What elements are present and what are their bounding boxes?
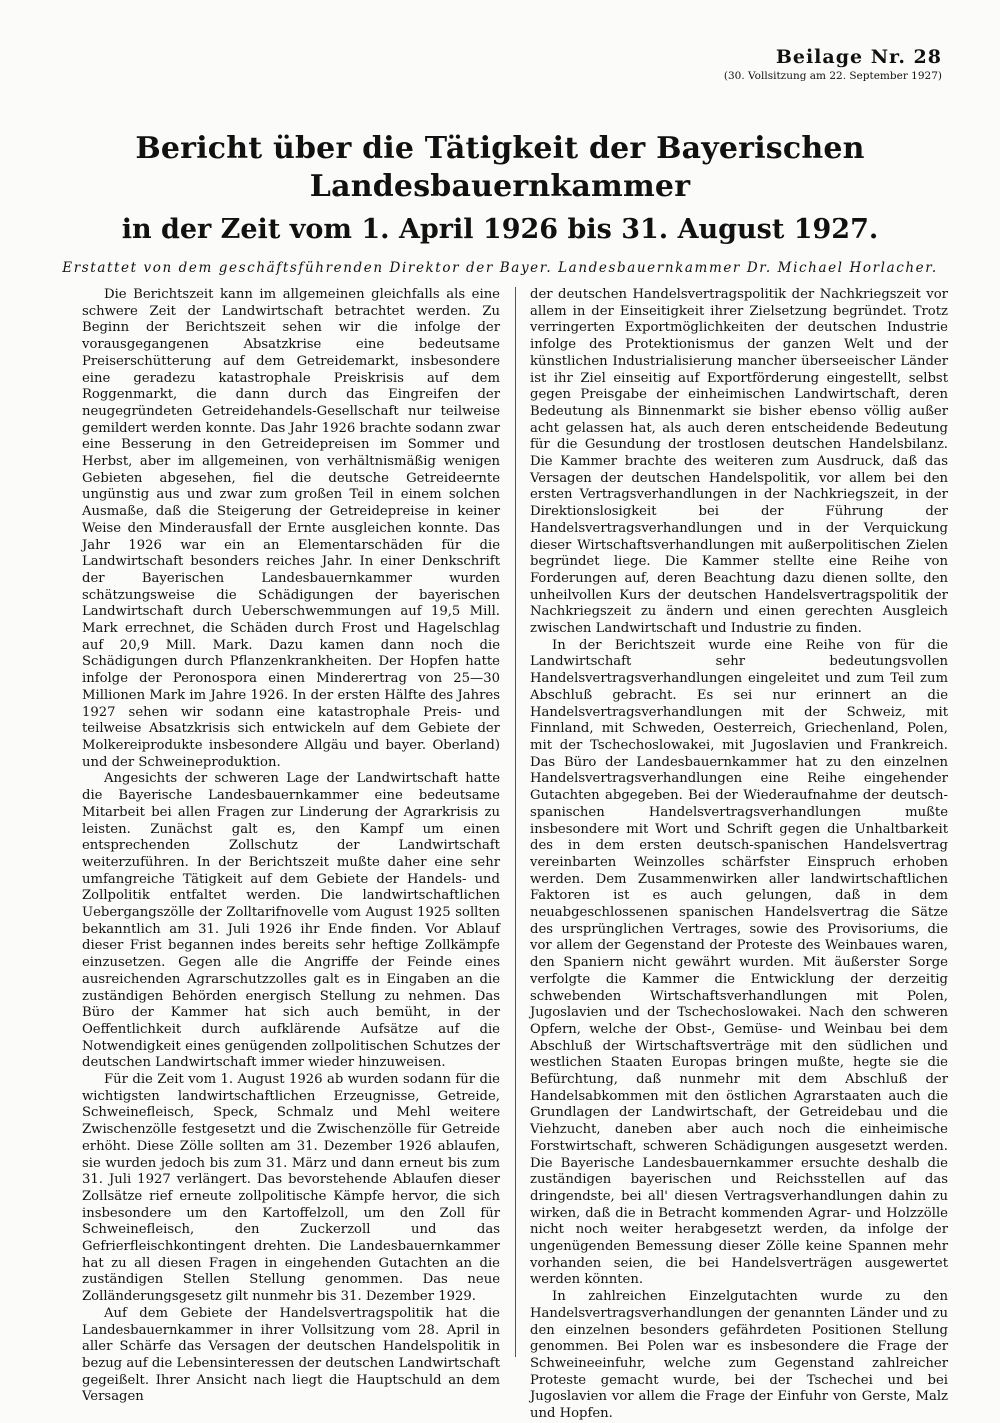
paragraph: Auf dem Gebiete der Handelsvertragspolitik hat die Landesbauernkammer in ihrer Vollsitzung vom 28. April in aller Schärfe das Versagen der deutschen Handelspolitik in bezug auf die Lebensinteressen der deutschen Landwirtschaft gegeißelt. Ihrer Ansicht nach liegt die Hauptschuld an dem Versagen <box>82 1305 500 1405</box>
left-column <box>82 287 500 1405</box>
paragraph: Für die Zeit vom 1. August 1926 ab wurden sodann für die wichtigsten landwirtschaftlichen Erzeugnisse, Getreide, Schweinefleisch, Speck, Schmalz und Mehl weitere Zwischenzölle festgesetzt und die Zwischenzölle für Getreide erhöht. Diese Zölle sollten am 31. Dezember 1926 ablaufen, sie wurden jedoch bis zum 31. März und dann erneut bis zum 31. Juli 1927 verlängert. Das bevorstehende Ablaufen dieser Zollsätze rief erneute zollpolitische Kämpfe hervor, die sich insbesondere um den Kartoffelzoll, um den Zoll für Schweinefleisch, den Zuckerzoll und das Gefrierfleischkontingent drehten. Die Landesbauernkammer hat zu all diesen Fragen in eingehenden Gutachten an die zuständigen Stellen Stellung genommen. Das neue Zolländerungsgesetz gilt nunmehr bis 31. Dezember 1929. <box>82 1072 500 1305</box>
text-columns <box>82 287 948 1422</box>
column-divider <box>515 287 516 1357</box>
page-title: Bericht über die Tätigkeit der Bayerischen Landesbauernkammer <box>135 131 865 204</box>
paragraph: Angesichts der schweren Lage der Landwirtschaft hatte die Bayerische Landesbauernkammer eine bedeutsame Mitarbeit bei allen Fragen zur Linderung der Agrarkrisis zu leisten. Zunächst galt es, den Kampf um einen entsprechenden Zollschutz der Landwirtschaft weiterzuführen. In der Berichtszeit mußte daher eine sehr umfangreiche Tätigkeit auf dem Gebiete der Handels- und Zollpolitik entfaltet werden. Die landwirtschaftlichen Uebergangszölle der Zolltarifnovelle vom August 1925 sollten bekanntlich am 31. Juli 1926 ihr Ende finden. Vor Ablauf dieser Frist begannen indes bereits sehr heftige Zollkämpfe einzusetzen. Gegen alle die Angriffe der Feinde eines ausreichenden Agrarschutzzolles galt es in Eingaben an die zuständigen Behörden energisch Stellung zu nehmen. Das Büro der Kammer hat sich auch bemüht, in der Oeffentlichkeit durch aufklärende Aufsätze auf die Notwendigkeit eines genügenden zollpolitischen Schutzes der deutschen Landwirtschaft immer wieder hinzuweisen. <box>82 771 500 1071</box>
title-block <box>60 130 940 276</box>
supplement-number: Beilage Nr. 28 <box>775 46 942 68</box>
paragraph: In zahlreichen Einzelgutachten wurde zu den Handelsvertragsverhandlungen der genannten Länder und zu den einzelnen besonders gefährdeten Positionen Stellung genommen. Bei Polen war es insbesondere die Frage der Schweineeinfuhr, welche zum Gegenstand zahlreicher Proteste gemacht wurde, bei der Tschechei und bei Jugoslavien vor allem die Frage der Einfuhr von Gerste, Malz und Hopfen. <box>530 1289 948 1422</box>
author-byline: Erstattet von dem geschäftsführenden Direktor der Bayer. Landesbauernkammer Dr. Michael Horlacher. <box>62 260 938 276</box>
paragraph: Die Berichtszeit kann im allgemeinen gleichfalls als eine schwere Zeit der Landwirtschaft betrachtet werden. Zu Beginn der Berichtszeit sehen wir die infolge der vorausgegangenen Absatzkrise eine bedeutsame Preiserschütterung auf dem Getreidemarkt, insbesondere eine geradezu katastrophale Preiskrisis auf dem Roggenmarkt, die dann durch das Eingreifen der neugegründeten Getreidehandels-Gesellschaft nur teilweise gemildert werden konnte. Das Jahr 1926 brachte sodann zwar eine Besserung in den Getreidepreisen im Sommer und Herbst, aber im allgemeinen, von verhältnismäßig wenigen Gebieten abgesehen, fiel die deutsche Getreideernte ungünstig aus und zwar zum großen Teil in einem solchen Ausmaße, daß die Steigerung der Getreidepreise in keiner Weise den Minderausfall der Ernte ausgleichen konnte. Das Jahr 1926 war ein an Elementarschäden für die Landwirtschaft besonders reiches Jahr. In einer Denkschrift der Bayerischen Landesbauernkammer wurden schätzungsweise die Schädigungen der bayerischen Landwirtschaft durch Ueberschwemmungen auf 19,5 Mill. Mark errechnet, die Schäden durch Frost und Hagelschlag auf 20,9 Mill. Mark. Dazu kamen dann noch die Schädigungen durch Pflanzenkrankheiten. Der Hopfen hatte infolge der Peronospora einen Minderertrag von 25—30 Millionen Mark im Jahre 1926. In der ersten Hälfte des Jahres 1927 sehen wir sodann eine katastrophale Preis- und teilweise Absatzkrisis sich entwickeln auf dem Gebiete der Molkereiprodukte insbesondere Allgäu und bayer. Oberland) und der Schweineproduktion. <box>82 287 500 770</box>
right-column <box>530 287 948 1422</box>
paragraph: der deutschen Handelsvertragspolitik der Nachkriegszeit vor allem in der Einseitigkeit ihrer Zielsetzung begründet. Trotz verringerten Exportmöglichkeiten der deutschen Industrie infolge des Protektionismus der ganzen Welt und der künstlichen Industrialisierung mancher überseeischer Länder ist ihr Ziel einseitig auf Exportförderung eingestellt, selbst gegen Preisgabe der einheimischen Landwirtschaft, deren Bedeutung als Binnenmarkt sie bisher ebenso völlig außer acht gelassen hat, als auch deren entscheidende Bedeutung für die Gesundung der trostlosen deutschen Handelsbilanz. Die Kammer brachte des weiteren zum Ausdruck, daß das Versagen der deutschen Handelspolitik, vor allem bei den ersten Vertragsverhandlungen in der Nachkriegszeit, in der Direktionslosigkeit bei der Führung der Handelsvertragsverhandlungen und in der Verquickung dieser Wirtschaftsverhandlungen mit außerpolitischen Zielen begründet liege. Die Kammer stellte eine Reihe von Forderungen auf, deren Beachtung dazu dienen sollte, den unheilvollen Kurs der deutschen Handelsvertragspolitik der Nachkriegszeit zu ändern und einen gerechten Ausgleich zwischen Landwirtschaft und Industrie zu finden. <box>530 287 948 637</box>
paragraph: In der Berichtszeit wurde eine Reihe von für die Landwirtschaft sehr bedeutungsvollen Handelsvertragsverhandlungen eingeleitet und zum Teil zum Abschluß gebracht. Es sei nur erinnert an die Handelsvertragsverhandlungen mit der Schweiz, mit Finnland, mit Schweden, Oesterreich, Griechenland, Polen, mit der Tschechoslowakei, mit Jugoslavien und Frankreich. Das Büro der Landesbauernkammer hat zu den einzelnen Handelsvertragsverhandlungen eine Reihe eingehender Gutachten abgegeben. Bei der Wiederaufnahme der deutsch-spanischen Handelsvertragsverhandlungen mußte insbesondere mit Wort und Schrift gegen die Unhaltbarkeit des in dem ersten deutsch-spanischen Handelsvertrag vereinbarten Weinzolles schärfster Einspruch erhoben werden. Dem Zusammenwirken aller landwirtschaftlichen Faktoren ist es auch gelungen, daß in dem neuabgeschlossenen spanischen Handelsvertrag die Sätze des ursprünglichen Vertrages, sowie des Provisoriums, die vor allem der Gegenstand der Proteste des Weinbaues waren, den Spaniern nicht gewährt wurden. Mit äußerster Sorge verfolgte die Kammer die Entwicklung der derzeitig schwebenden Wirtschaftsverhandlungen mit Polen, Jugoslavien und der Tschechoslowakei. Nach den schweren Opfern, welche der Obst-, Gemüse- und Weinbau bei dem Abschluß der Wirtschaftsverträge mit den südlichen und westlichen Staaten Europas bringen mußte, hegte sie die Befürchtung, daß nunmehr mit dem Abschluß der Handelsabkommen mit den östlichen Agrarstaaten auch die Grundlagen der Landwirtschaft, der Getreidebau und die Viehzucht, daneben aber auch noch die einheimische Forstwirtschaft, schweren Schädigungen ausgesetzt werden. Die Bayerische Landesbauernkammer ersuchte deshalb die zuständigen bayerischen und Reichsstellen auf das dringendste, bei all' diesen Vertragsverhandlungen dahin zu wirken, daß die in Betracht kommenden Agrar- und Holzzölle nicht noch weiter herabgesetzt werden, da infolge der ungenügenden Bemessung dieser Zölle keine Spannen mehr vorhanden seien, die bei Handelsverträgen ausgewertet werden könnten. <box>530 637 948 1288</box>
page-subtitle: in der Zeit vom 1. April 1926 bis 31. August 1927. <box>121 214 879 245</box>
session-note: (30. Vollsitzung am 22. September 1927) <box>723 70 942 82</box>
supplement-header <box>682 46 942 82</box>
